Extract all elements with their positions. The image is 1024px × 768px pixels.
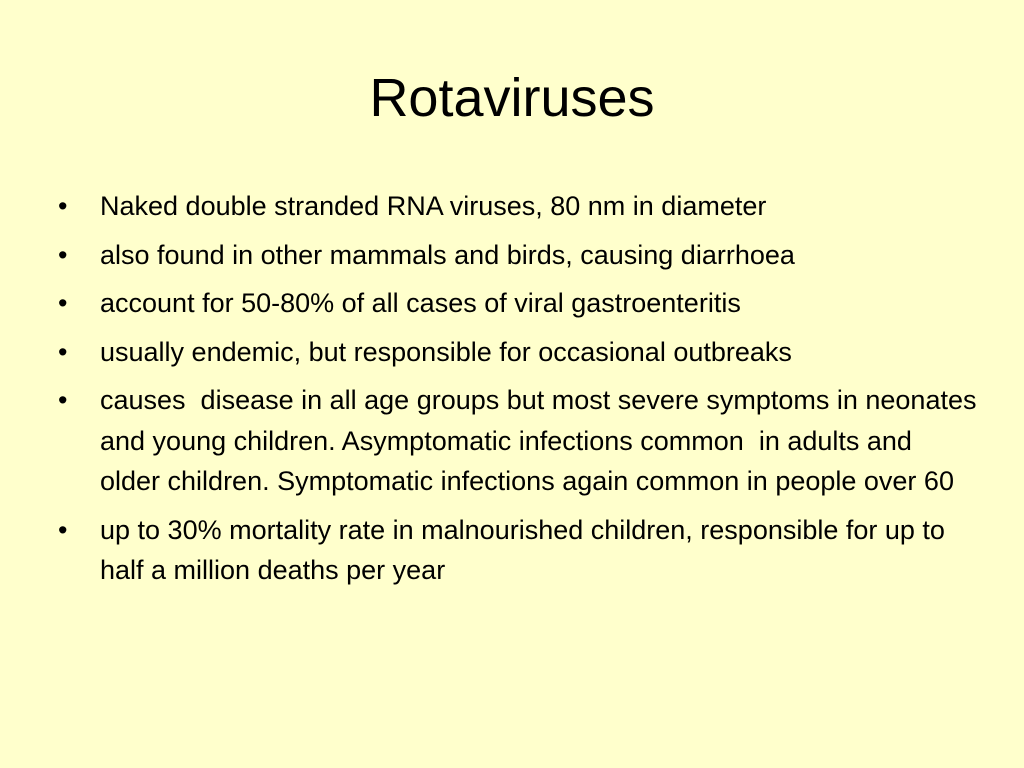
bullet-text: Naked double stranded RNA viruses, 80 nm in diameter [100, 191, 767, 221]
bullet-item [58, 332, 978, 373]
bullet-item [58, 380, 992, 502]
slide-title: Rotaviruses [369, 68, 655, 128]
bullet-text: up to 30% mortality rate in malnourished children, responsible for up to half a million deaths per year [100, 514, 945, 585]
bullet-dot-icon: • [58, 514, 68, 545]
bullet-dot-icon: • [58, 288, 68, 318]
bullet-item [58, 186, 978, 227]
bullet-dot-icon: • [58, 385, 68, 415]
bullet-text: causes disease in all age groups but most severe symptoms in neonates and young children. Asymptomatic infections common in adults and older children. Symptomatic infections again common in people over 60 [100, 385, 992, 496]
bullet-list [58, 186, 992, 599]
bullet-text: usually endemic, but responsible for occasional outbreaks [100, 336, 792, 367]
bullet-item [58, 235, 978, 276]
bullet-dot-icon: • [58, 191, 68, 221]
bullet-dot-icon: • [58, 239, 68, 270]
bullet-item [58, 510, 978, 591]
bullet-dot-icon: • [58, 336, 68, 367]
bullet-text: account for 50-80% of all cases of viral gastroenteritis [100, 288, 741, 318]
bullet-item [58, 283, 978, 324]
bullet-text: also found in other mammals and birds, causing diarrhoea [100, 239, 795, 270]
